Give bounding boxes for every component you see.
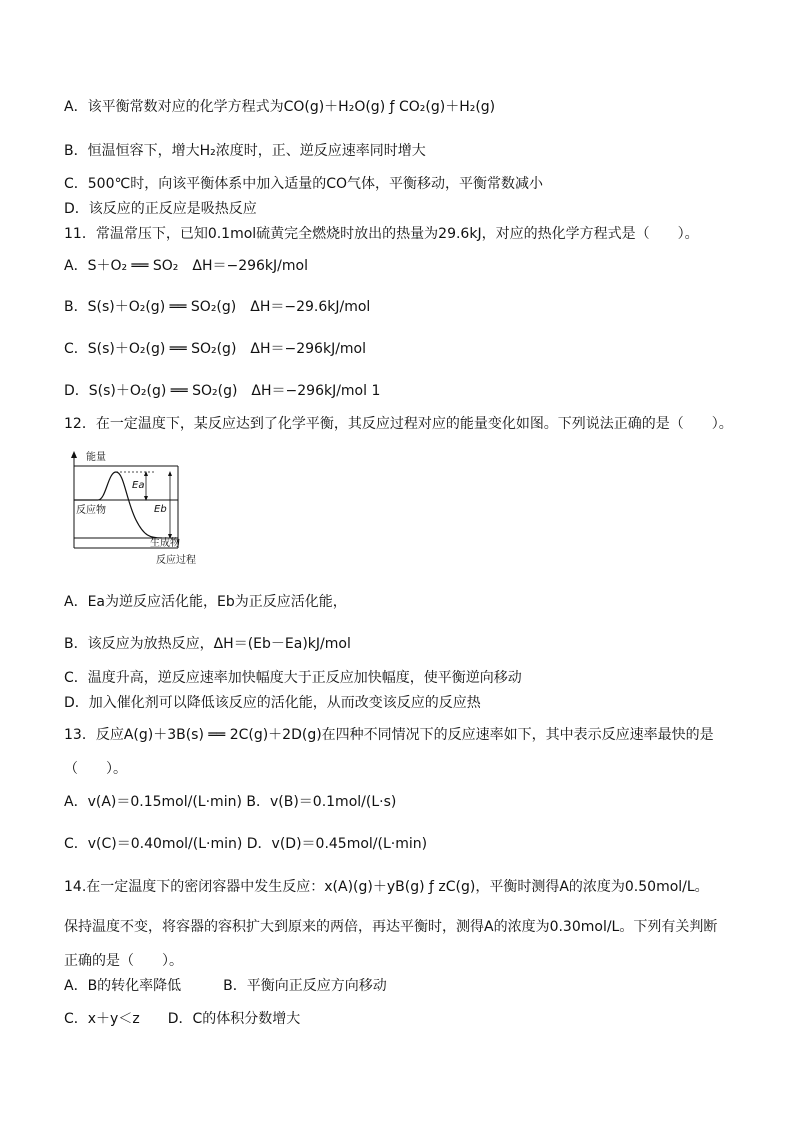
q12-option-b: B．该反应为放热反应，ΔH＝(Eb－Ea)kJ/mol xyxy=(64,636,351,652)
q11-option-a: A．S＋O₂ ══ SO₂ ΔH＝−296kJ/mol xyxy=(64,258,308,274)
energy-diagram xyxy=(66,450,226,570)
q14-stem-line1: 14.在一定温度下的密闭容器中发生反应：x(A)(g)＋yB(g) ƒ zC(g)，平衡时测得A的浓度为0.50mol/L。 xyxy=(64,879,709,895)
q13-options-cd: C．v(C)＝0.40mol/(L·min) D．v(D)＝0.45mol/(L·min) xyxy=(64,836,428,852)
q14-stem-line3: 正确的是（ ）。 xyxy=(64,953,183,969)
q14-options-cd: C．x＋y＜z D．C的体积分数增大 xyxy=(64,1011,301,1027)
q12-option-a: A．Ea为逆反应活化能，Eb为正反应活化能， xyxy=(64,594,347,610)
q10-option-a: A．该平衡常数对应的化学方程式为CO(g)＋H₂O(g) ƒ CO₂(g)＋H₂(g) xyxy=(64,99,496,115)
q14-options-ab: A．B的转化率降低 B．平衡向正反应方向移动 xyxy=(64,978,387,994)
q12-stem: 12．在一定温度下，某反应达到了化学平衡，其反应过程对应的能量变化如图。下列说法正确的是（ ）。 xyxy=(64,416,733,432)
y-axis-arrow xyxy=(71,451,77,458)
q10-option-b: B．恒温恒容下，增大H₂浓度时，正、逆反应速率同时增大 xyxy=(64,143,426,159)
x-axis-label: 反应过程 xyxy=(156,555,196,566)
eb-arrow-head-up xyxy=(168,471,172,476)
q10-option-c: C．500℃时，向该平衡体系中加入适量的CO气体，平衡移动，平衡常数减小 xyxy=(64,176,544,192)
q12-option-c: C．温度升高，逆反应速率加快幅度大于正反应加快幅度，使平衡逆向移动 xyxy=(64,670,522,686)
q11-option-b: B．S(s)＋O₂(g) ══ SO₂(g) ΔH＝−29.6kJ/mol xyxy=(64,299,371,315)
q13-options-ab: A．v(A)＝0.15mol/(L·min) B．v(B)＝0.1mol/(L·s) xyxy=(64,794,397,810)
reactant-label: 反应物 xyxy=(76,505,106,516)
q14-stem-line2: 保持温度不变，将容器的容积扩大到原来的两倍，再达平衡时，测得A的浓度为0.30mol/L。下列有关判断 xyxy=(64,919,718,935)
q13-stem-line2: （ ）。 xyxy=(64,761,127,777)
q11-option-c: C．S(s)＋O₂(g) ══ SO₂(g) ΔH＝−296kJ/mol xyxy=(64,341,367,357)
q12-option-d: D．加入催化剂可以降低该反应的活化能，从而改变该反应的反应热 xyxy=(64,695,481,711)
q13-stem-line1: 13．反应A(g)＋3B(s) ══ 2C(g)＋2D(g)在四种不同情况下的反应速率如下，其中表示反应速率最快的是 xyxy=(64,727,714,743)
q11-stem: 11．常温常压下，已知0.1mol硫黄完全燃烧时放出的热量为29.6kJ，对应的热化学方程式是（ ）。 xyxy=(64,226,699,242)
ea-label: Ea xyxy=(132,480,145,491)
y-axis-label: 能量 xyxy=(86,452,106,463)
q11-option-d: D．S(s)＋O₂(g) ══ SO₂(g) ΔH＝−296kJ/mol 1 xyxy=(64,383,381,399)
product-label: 生成物 xyxy=(150,538,180,549)
q10-option-d: D．该反应的正反应是吸热反应 xyxy=(64,201,257,217)
eb-label: Eb xyxy=(154,504,167,515)
